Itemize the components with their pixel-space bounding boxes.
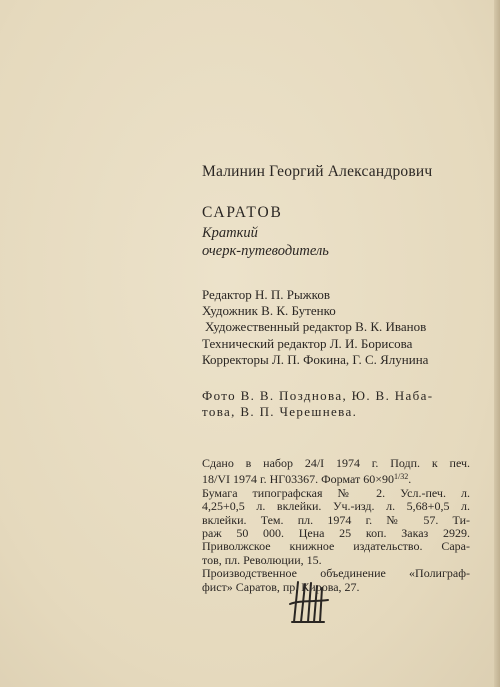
- imprint-line: Сдано в набор 24/I 1974 г. Подп. к печ.: [202, 456, 470, 470]
- page-edge: [494, 0, 500, 687]
- book-title: САРАТОВ: [202, 204, 283, 221]
- imprint-line: 4,25+0,5 л. вклейки. Уч.-изд. л. 5,68+0,5 л.: [202, 499, 470, 514]
- book-subtitle: [202, 224, 329, 260]
- credit-editor: Редактор Н. П. Рыжков: [202, 287, 330, 302]
- credit-proofreaders: Корректоры Л. П. Фокина, Г. С. Ялунина: [202, 351, 429, 367]
- format-num: 90: [382, 472, 395, 487]
- imprint-block: [202, 457, 470, 594]
- credit-art-editor: Художественный редактор В. К. Иванов: [205, 319, 427, 335]
- imprint-line: вклейки. Тем. пл. 1974 г. № 57. Ти-: [202, 512, 470, 527]
- imprint-line: Производственное объединение «Полиграф-: [202, 566, 470, 581]
- author-name: Малинин Георгий Александрович: [202, 163, 433, 180]
- imprint-line: [202, 470, 470, 486]
- credits-block: [202, 287, 428, 368]
- imprint-text: 18/VI 1974 г. НГ03367. Формат 60: [202, 472, 376, 487]
- imprint-text: .: [408, 472, 412, 487]
- photo-credit-line: това, В. П. Черешнева.: [202, 404, 358, 419]
- credit-artist: Художник В. К. Бутенко: [202, 303, 336, 319]
- format-den: 1/32: [394, 472, 409, 482]
- imprint-line: тов, пл. Революции, 15.: [202, 552, 322, 567]
- imprint-line: фист» Саратов, пр. Кирова, 27.: [202, 579, 360, 594]
- imprint-line: Бумага типографская № 2. Усл.-печ. л.: [202, 485, 470, 500]
- credit-technical-editor: Технический редактор Л. И. Борисова: [202, 335, 413, 351]
- imprint-line: раж 50 000. Цена 25 коп. Заказ 2929.: [202, 526, 470, 541]
- printer-signature-icon: [288, 578, 330, 626]
- imprint-line: Приволжское книжное издательство. Сара-: [202, 539, 470, 554]
- subtitle-line: очерк-путеводитель: [202, 243, 329, 259]
- photo-credit-line: Фото В. В. Позднова, Ю. В. Наба-: [202, 388, 434, 403]
- photo-credit: [202, 388, 470, 420]
- subtitle-line: Краткий: [202, 225, 258, 241]
- times-sign: ×: [375, 472, 383, 487]
